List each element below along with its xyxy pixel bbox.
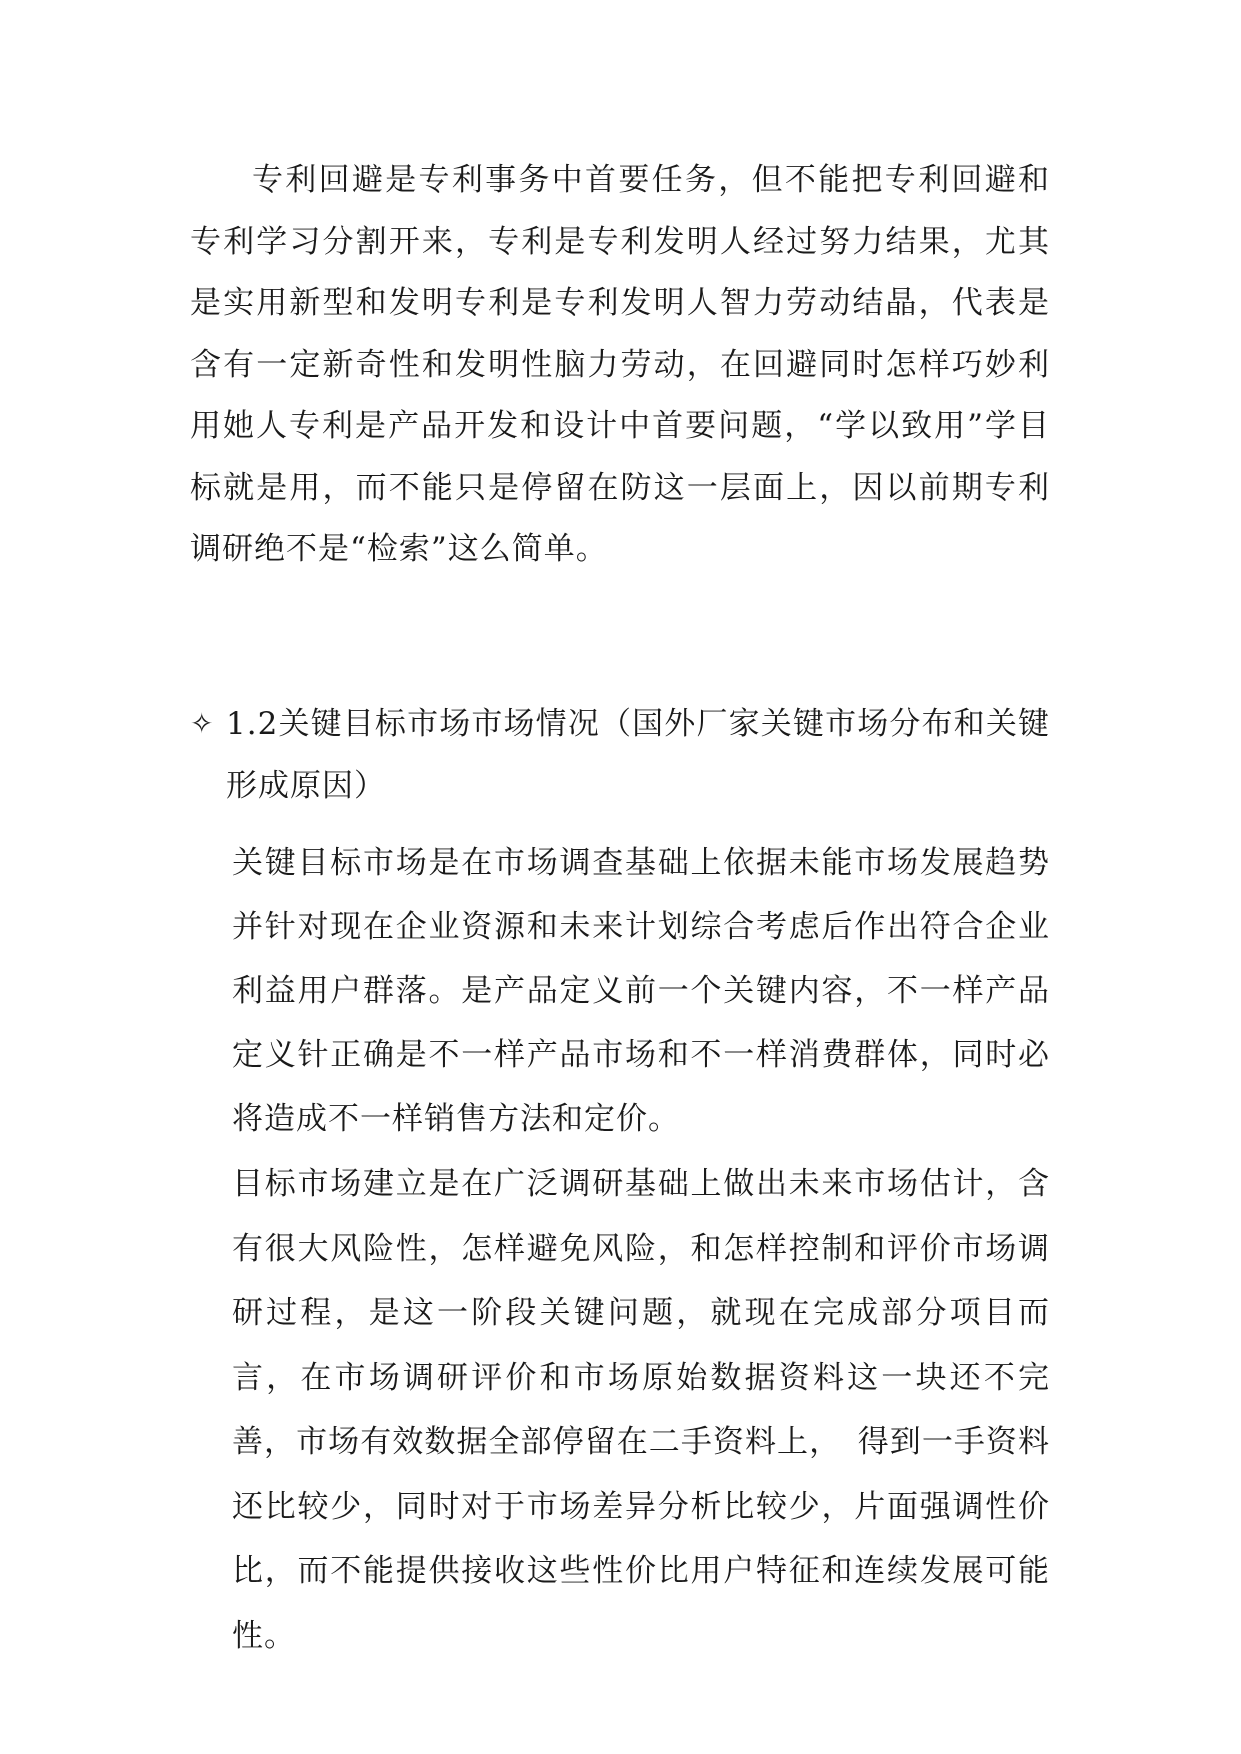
section-heading-text: 1.2关键目标市场市场情况（国外厂家关键市场分布和关键形成原因） [226, 706, 1050, 804]
paragraph-patent-avoidance: 专利回避是专利事务中首要任务，但不能把专利回避和专利学习分割开来，专利是专利发明人经过努力结果，尤其是实用新型和发明专利是专利发明人智力劳动结晶，代表是含有一定新奇性和发明性脑力劳动，在回避同时怎样巧妙利用她人专利是产品开发和设计中首要问题，“学以致用”学目标就是用，而不能只是停留在防这一层面上，因以前期专利调研绝不是“检索”这么简单。 [190, 162, 1050, 567]
section-heading [190, 693, 1050, 817]
diamond-bullet-icon: ✧ [190, 707, 215, 740]
paragraph-target-market: 关键目标市场是在市场调查基础上依据未能市场发展趋势并针对现在企业资源和未来计划综合考虑后作出符合企业利益用户群落。是产品定义前一个关键内容，不一样产品定义针正确是不一样产品市场和不一样消费群体，同时必将造成不一样销售方法和定价。 [232, 845, 1050, 1137]
paragraph-market-research: 目标市场建立是在广泛调研基础上做出未来市场估计，含有很大风险性，怎样避免风险，和怎样控制和评价市场调研过程，是这一阶段关键问题，就现在完成部分项目而言，在市场调研评价和市场原始数据资料这一块还不完善，市场有效数据全部停留在二手资料上， 得到一手资料还比较少，同时对于市场差异分析比较少，片面强调性价比，而不能提供接收这些性价比用户特征和连续发展可能性。 [232, 1166, 1050, 1654]
